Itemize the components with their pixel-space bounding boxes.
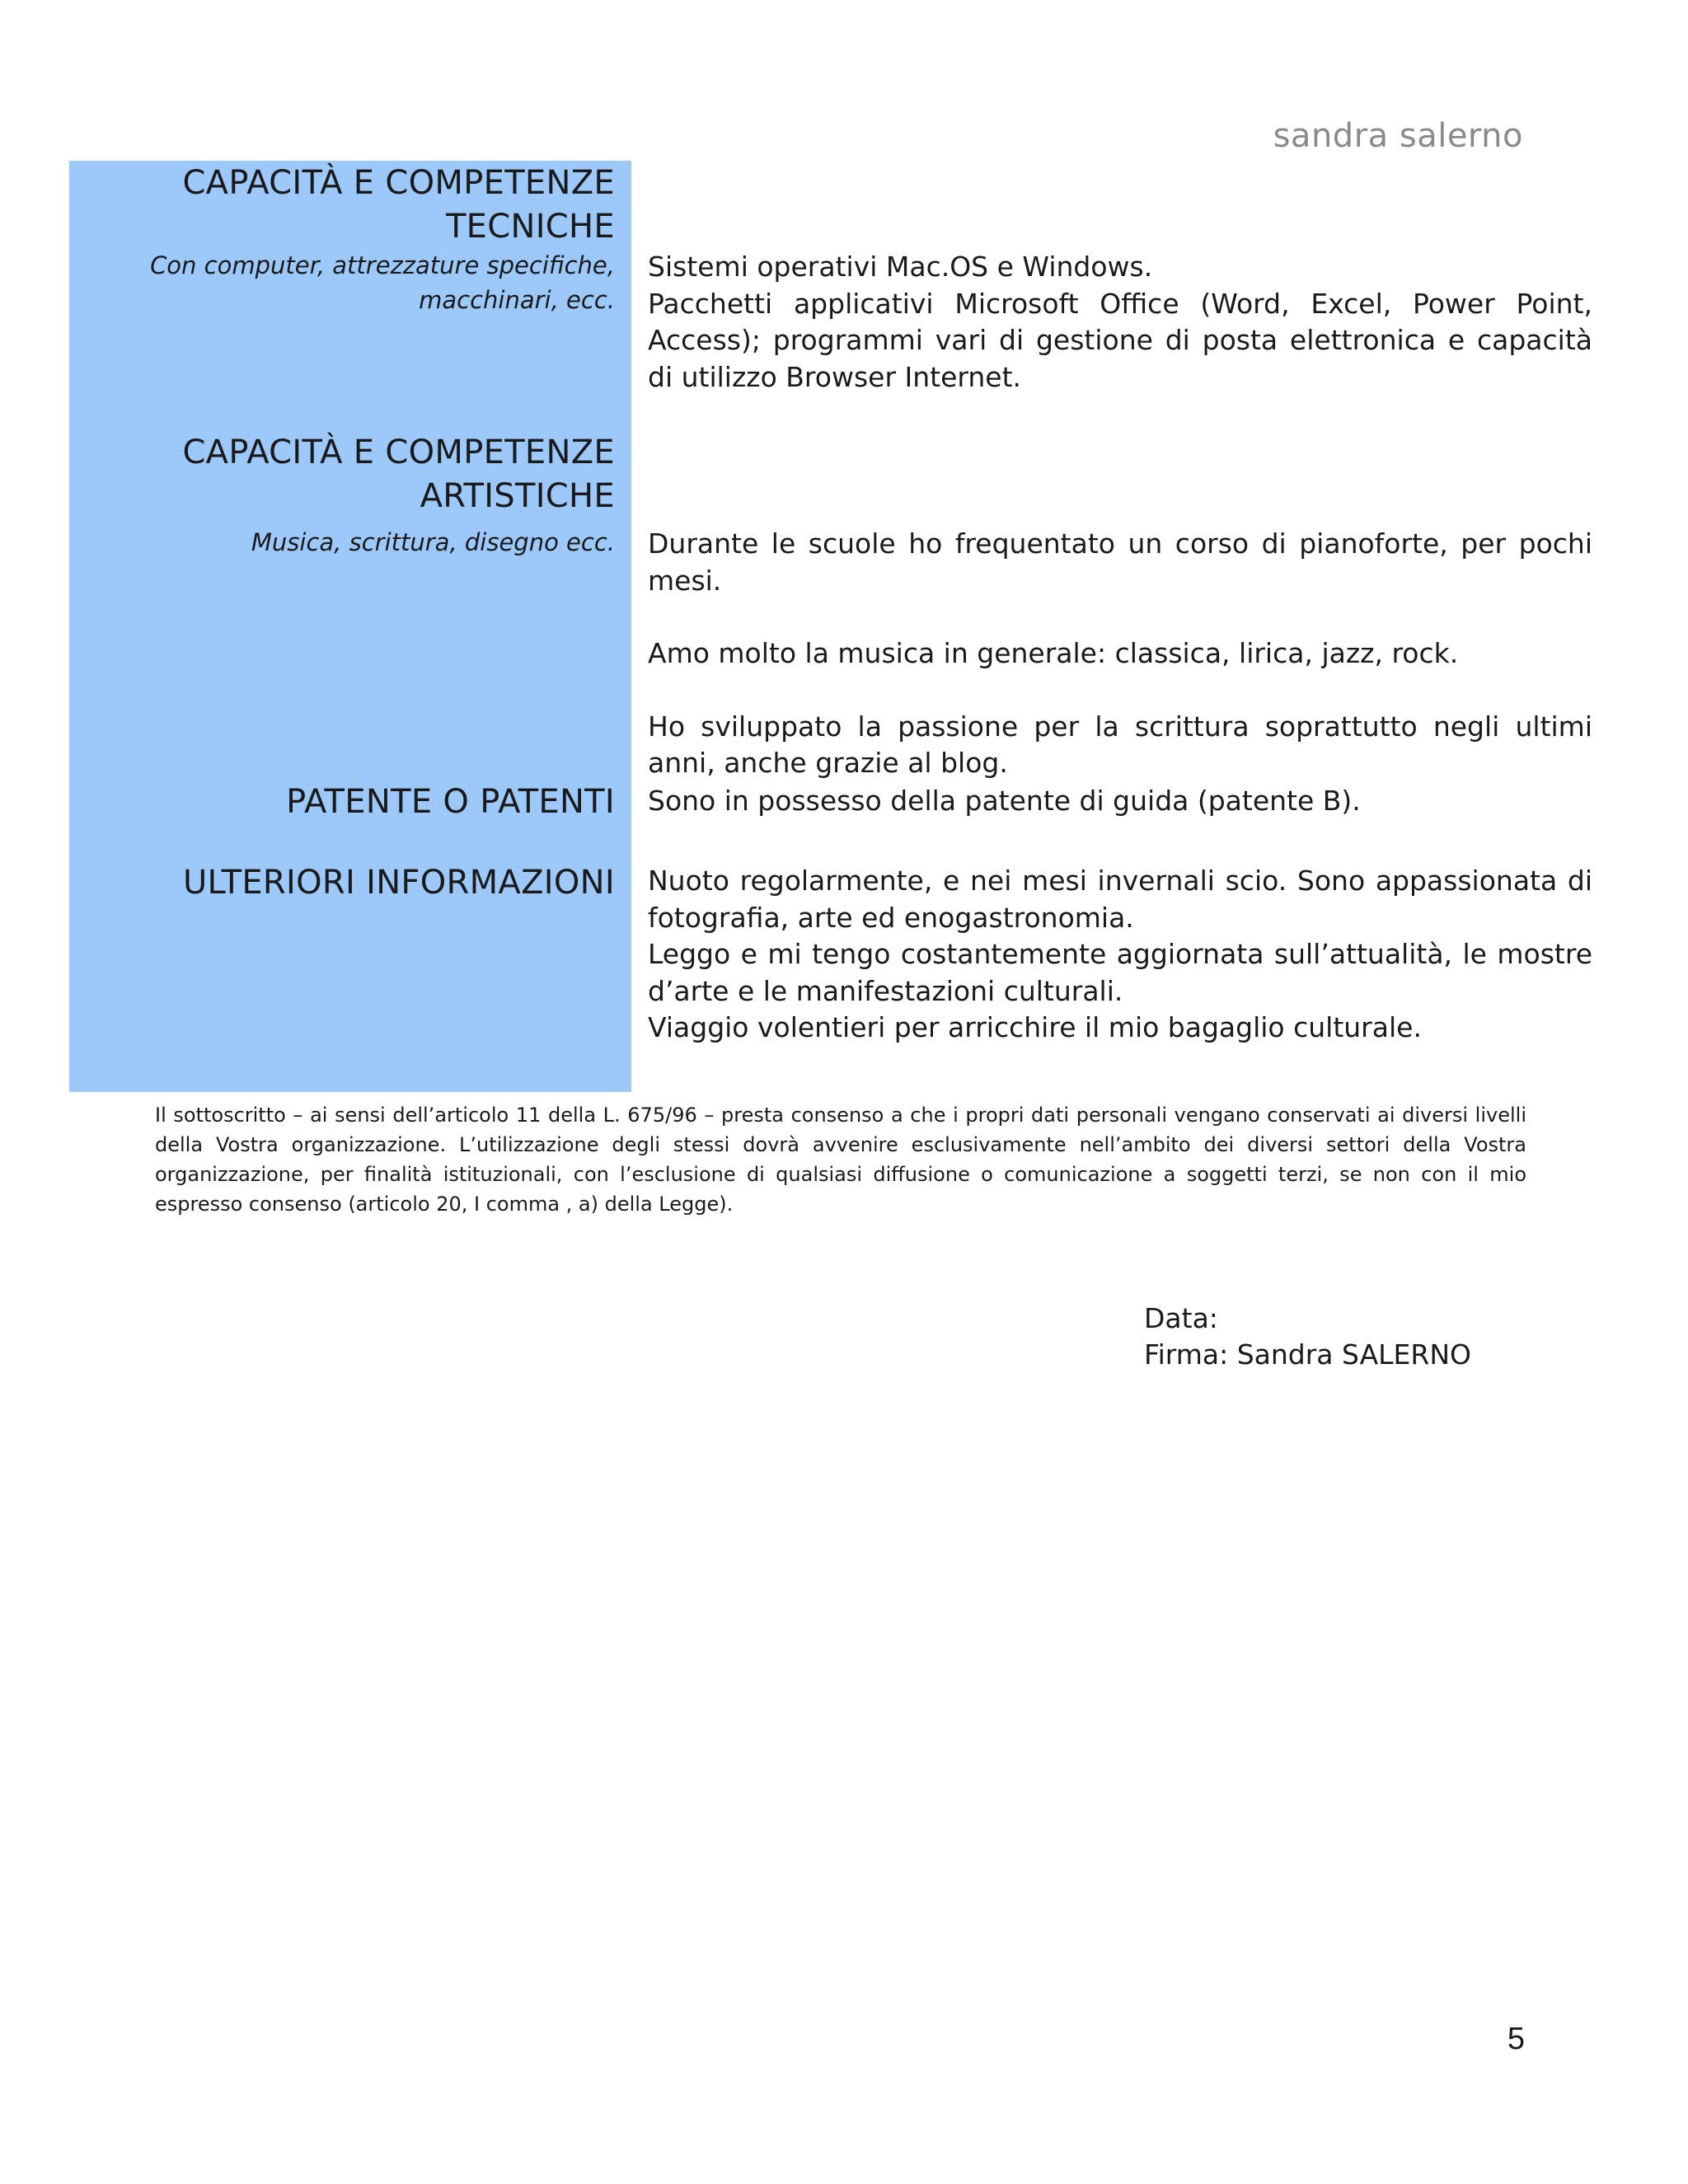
section-subtitle-line: macchinari, ecc. — [419, 286, 615, 314]
body-paragraph: Nuoto regolarmente, e nei mesi invernali scio. Sono appassionata di fotografia, arte ed enogastronomia. — [648, 865, 1592, 934]
body-paragraph: Leggo e mi tengo costantemente aggiornata sull’attualità, le mostre d’arte e le manifestazioni culturali. — [648, 938, 1592, 1007]
privacy-disclaimer: Il sottoscritto – ai sensi dell’articolo 11 della L. 675/96 – presta consenso a che i propri dati personali vengano conservati ai diversi livelli della Vostra organizzazione. L’utilizzazione degli stessi dovrà avvenire esclusivamente nell’ambito dei diversi settori della Vostra organizzazione, per finalità istituzionali, con l’esclusione di qualsiasi diffusione o comunicazione a soggetti terzi, se non con il mio espresso consenso (articolo 20, I comma , a) della Legge). — [155, 1104, 1526, 1216]
section-title-line: CAPACITÀ E COMPETENZE — [182, 164, 615, 202]
section-title-line: ARTISTICHE — [420, 477, 615, 515]
section-title-ulteriori: ULTERIORI INFORMAZIONI — [182, 864, 615, 902]
section-subtitle-line: Con computer, attrezzature specifiche, — [150, 251, 615, 279]
body-paragraph: Viaggio volentieri per arricchire il mio bagaglio culturale. — [648, 1011, 1422, 1043]
section-title-line: TECNICHE — [445, 208, 615, 246]
body-paragraph: Durante le scuole ho frequentato un corso di pianoforte, per pochi mesi. — [648, 527, 1592, 597]
date-label: Data: — [1144, 1302, 1218, 1334]
section-subtitle-artistiche: Musica, scrittura, disegno ecc. — [251, 528, 615, 556]
signature-label: Firma: Sandra SALERNO — [1144, 1338, 1471, 1371]
body-paragraph: Pacchetti applicativi Microsoft Office (Word, Excel, Power Point, Access); programmi vari di gestione di posta elettronica e capacità di utilizzo Browser Internet. — [648, 287, 1592, 393]
section-title-line: CAPACITÀ E COMPETENZE — [182, 434, 615, 471]
section-subtitle-tecniche — [150, 248, 615, 317]
section-body-ulteriori — [648, 863, 1592, 1047]
section-title-patente: PATENTE O PATENTI — [286, 783, 615, 821]
body-paragraph: Sono in possesso della patente di guida (patente B). — [648, 785, 1361, 817]
section-body-patente — [648, 783, 1592, 820]
section-body-tecniche — [648, 249, 1592, 396]
body-paragraph: Sistemi operativi Mac.OS e Windows. — [648, 251, 1153, 283]
section-body-artistiche — [648, 526, 1592, 782]
header-name: sandra salerno — [1273, 117, 1523, 155]
section-title-artistiche — [182, 431, 615, 518]
signature-block — [1144, 1301, 1471, 1373]
body-paragraph: Ho sviluppato la passione per la scrittura soprattutto negli ultimi anni, anche grazie al blog. — [648, 710, 1592, 779]
body-paragraph: Amo molto la musica in generale: classica, lirica, jazz, rock. — [648, 637, 1459, 669]
page-number: 5 — [1507, 2022, 1525, 2056]
section-title-tecniche — [182, 162, 615, 249]
